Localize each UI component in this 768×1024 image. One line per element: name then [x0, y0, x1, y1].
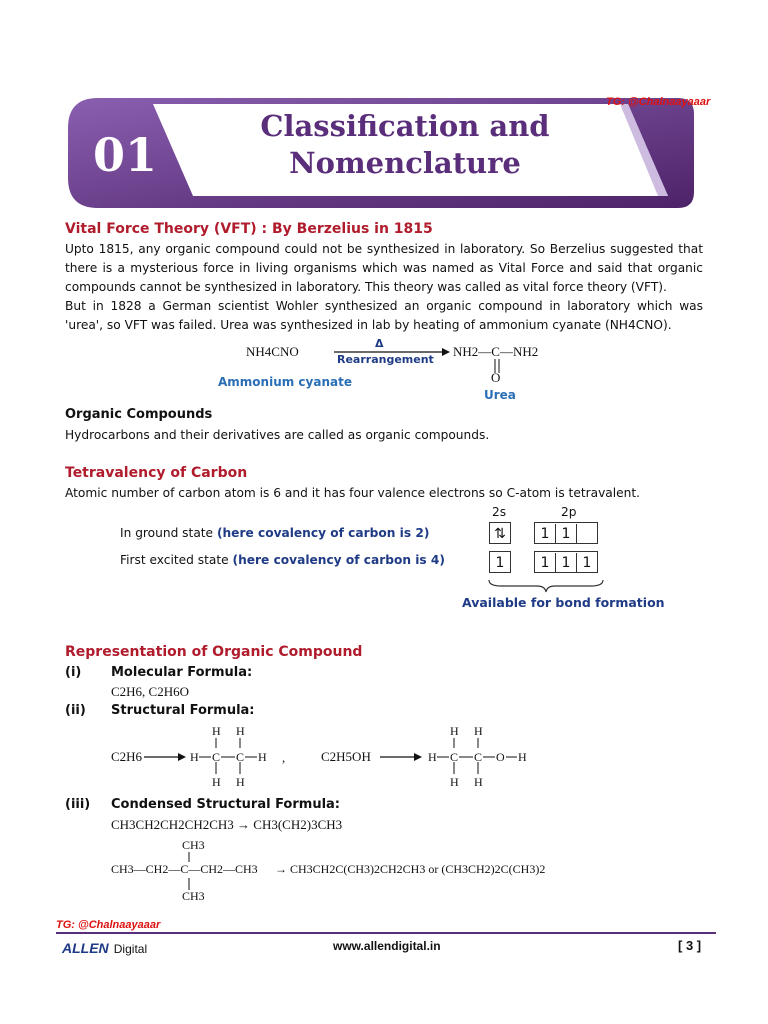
ground-state-label: [120, 524, 429, 543]
svg-text:H: H: [212, 775, 221, 789]
svg-text:C: C: [236, 750, 245, 764]
excited-2p-orbital: 1: [556, 553, 577, 573]
chapter-title-line2: Nomenclature: [289, 146, 521, 180]
excited-2p-box: [534, 551, 598, 573]
svg-text:H: H: [428, 750, 437, 764]
vft-heading: Vital Force Theory (VFT) : By Berzelius in 1815: [65, 221, 433, 237]
chapter-title: [210, 108, 600, 182]
svg-text:H: H: [474, 775, 483, 789]
reactant-formula: NH4CNO: [246, 344, 299, 359]
condensed-formula-label: Condensed Structural Formula:: [111, 797, 340, 812]
svg-text:H: H: [474, 724, 483, 738]
ground-2p-box: [534, 522, 598, 544]
excited-state-label: [120, 551, 445, 570]
excited-state-text: First excited state: [120, 553, 233, 567]
arrow-rearrangement: Rearrangement: [337, 353, 434, 366]
item-i-number: (i): [65, 665, 82, 680]
structural-formula-label: Structural Formula:: [111, 703, 255, 718]
allen-logo: [62, 938, 147, 957]
ground-state-text: In ground state: [120, 526, 217, 540]
urea-oxygen: O: [491, 370, 501, 385]
ethanol-structure: [378, 720, 538, 790]
chapter-title-line1: Classification and: [260, 109, 550, 143]
organic-text: Hydrocarbons and their derivatives are called as organic compounds.: [65, 428, 490, 442]
brand-name: ALLEN: [62, 940, 109, 956]
pentane-condensed: CH3CH2CH2CH2CH3 → CH3(CH2)3CH3: [111, 817, 343, 832]
svg-text:H: H: [236, 724, 245, 738]
excited-2p-orbital: 1: [535, 553, 556, 573]
ground-2s-electrons: ⇅: [494, 526, 506, 542]
svg-text:H: H: [190, 750, 199, 764]
svg-text:H: H: [212, 724, 221, 738]
page-number: [ 3 ]: [678, 938, 702, 953]
representation-heading: Representation of Organic Compound: [65, 644, 363, 660]
tetravalency-heading: Tetravalency of Carbon: [65, 465, 248, 481]
reactant-name: Ammonium cyanate: [218, 375, 352, 389]
item-ii-number: (ii): [65, 703, 86, 718]
vft-paragraph-1: Upto 1815, any organic compound could not be synthesized in laboratory. So Berzelius suggested that there is a mysterious force in living organisms which was named as Vital Force and said that organic compounds cannot be synthesized in laboratory. This theory was called as vital force theory (VFT).: [65, 242, 703, 294]
svg-text:H: H: [518, 750, 527, 764]
svg-text:C: C: [212, 750, 221, 764]
branched-condensed: → CH3CH2C(CH3)2CH2CH3 or (CH3CH2)2C(CH3)2: [275, 862, 546, 876]
excited-state-note: (here covalency of carbon is 4): [232, 553, 445, 567]
footer-divider: [56, 932, 716, 934]
bond-formation-brace: [487, 578, 605, 594]
svg-text:C: C: [450, 750, 459, 764]
ground-2s-box: [489, 522, 511, 544]
organic-heading: Organic Compounds: [65, 407, 213, 422]
chapter-number: 01: [92, 128, 157, 182]
svg-text:O: O: [496, 750, 505, 764]
tetravalency-text: Atomic number of carbon atom is 6 and it has four valence electrons so C-atom is tetravalent.: [65, 486, 641, 500]
branched-chain: CH3—CH2—C—CH2—CH3: [111, 862, 258, 876]
ethane-formula: C2H6: [111, 749, 143, 764]
svg-text:C: C: [474, 750, 483, 764]
branch-bottom-methyl: CH3: [182, 889, 205, 903]
label-2s: 2s: [492, 505, 507, 519]
svg-text:H: H: [450, 724, 459, 738]
ground-2p-orbital: 1: [556, 524, 577, 544]
item-iii-number: (iii): [65, 797, 91, 812]
svg-text:H: H: [450, 775, 459, 789]
branch-top-methyl: CH3: [182, 838, 205, 852]
bond-formation-label: Available for bond formation: [462, 595, 665, 610]
telegram-tag: TG: @Chalnaayaaar: [606, 96, 711, 108]
molecular-formula-label: Molecular Formula:: [111, 665, 253, 680]
footer-telegram-tag: TG: @Chalnaayaaar: [56, 919, 161, 931]
ground-2p-orbital: 1: [535, 524, 556, 544]
ethane-structure: [142, 720, 312, 790]
vft-paragraph-2: But in 1828 a German scientist Wohler synthesized an organic compound in laboratory which was 'urea', so VFT was failed. Urea was synthesized in lab by heating of ammonium cyanate (NH4CNO).: [65, 299, 703, 332]
brand-suffix: Digital: [113, 942, 148, 956]
urea-name: Urea: [484, 388, 516, 402]
footer-url[interactable]: www.allendigital.in: [333, 939, 441, 953]
ground-state-note: (here covalency of carbon is 2): [216, 526, 430, 540]
ethanol-formula: C2H5OH: [321, 749, 371, 764]
excited-2p-orbital: 1: [582, 555, 592, 571]
excited-2s-box: [489, 551, 511, 573]
svg-text:H: H: [258, 750, 267, 764]
formula-separator: ,: [282, 750, 286, 765]
molecular-formula-value: C2H6, C2H6O: [111, 684, 190, 699]
svg-text:H: H: [236, 775, 245, 789]
urea-formula: NH2—C—NH2: [453, 344, 539, 359]
label-2p: 2p: [561, 505, 577, 519]
arrow-delta: Δ: [375, 337, 384, 350]
excited-2s-electron: 1: [495, 555, 505, 571]
